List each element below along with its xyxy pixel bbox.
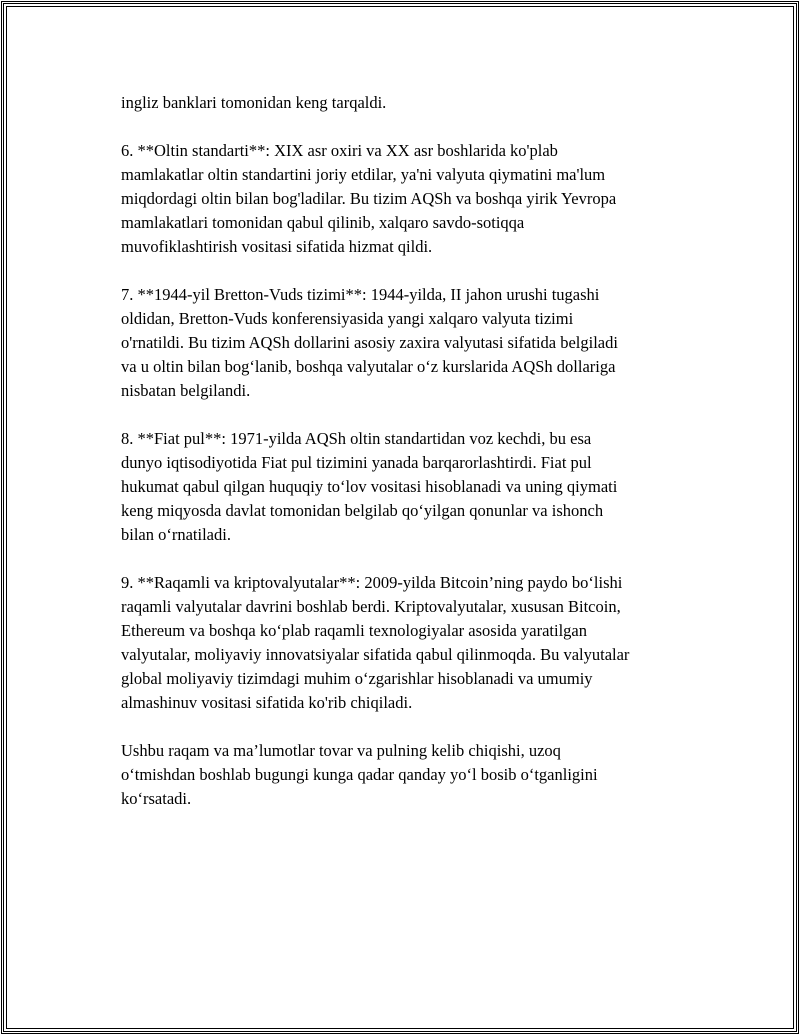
page-border — [1, 1, 799, 1034]
paragraph-gold-standard: 6. **Oltin standarti**: XIX asr oxiri va XX asr boshlarida ko'plab mamlakatlar oltin standartini joriy etdilar, ya'ni valyuta qiymatini ma'lum miqdordagi oltin bilan bog'ladilar. Bu tizim AQSh va boshqa yirik Yevropa mamlakatlari tomonidan qabul qilinib, xalqaro savdo-sotiqqa muvofiklashtirish vositasi sifatida hizmat qildi. — [121, 141, 617, 256]
paragraph-fiat-money: 8. **Fiat pul**: 1971-yilda AQSh oltin standartidan voz kechdi, bu esa dunyo iqtisodiyotida Fiat pul tizimini yanada barqarorlashtirdi. Fiat pul hukumat qabul qilgan huquqiy to‘lov vositasi hisoblanadi va uning qiymati keng miqyosda davlat tomonidan belgilab qo‘yilgan qonunlar va ishonch bilan o‘rnatiladi. — [121, 429, 618, 544]
paragraph-digital-crypto: 9. **Raqamli va kriptovalyutalar**: 2009-yilda Bitcoin’ning paydo bo‘lishi raqamli valyutalar davrini boshlab berdi. Kriptovalyutalar, xususan Bitcoin, Ethereum va boshqa ko‘plab raqamli texnologiyalar asosida yaratilgan valyutalar, moliyaviy innovatsiyalar sifatida qabul qilinmoqda. Bu valyutalar global moliyaviy tizimdagi muhim o‘zgarishlar hisoblanadi va umumiy almashinuv vositasi sifatida ko'rib chiqiladi. — [121, 573, 630, 712]
paragraph-bretton-woods: 7. **1944-yil Bretton-Vuds tizimi**: 1944-yilda, II jahon urushi tugashi oldidan, Bretton-Vuds konferensiyasida yangi xalqaro valyuta tizimi o'rnatildi. Bu tizim AQSh dollarini asosiy zaxira valyutasi sifatida belgiladi va u oltin bilan bog‘lanib, boshqa valyutalar o‘z kurslarida AQSh dollariga nisbatan belgilandi. — [121, 285, 618, 400]
paragraph-intro-continuation: ingliz banklari tomonidan keng tarqaldi. — [121, 93, 387, 112]
document-body — [121, 91, 701, 835]
paragraph-conclusion: Ushbu raqam va ma’lumotlar tovar va pulning kelib chiqishi, uzoq o‘tmishdan boshlab bugungi kunga qadar qanday yo‘l bosib o‘tganligini ko‘rsatadi. — [121, 741, 598, 808]
